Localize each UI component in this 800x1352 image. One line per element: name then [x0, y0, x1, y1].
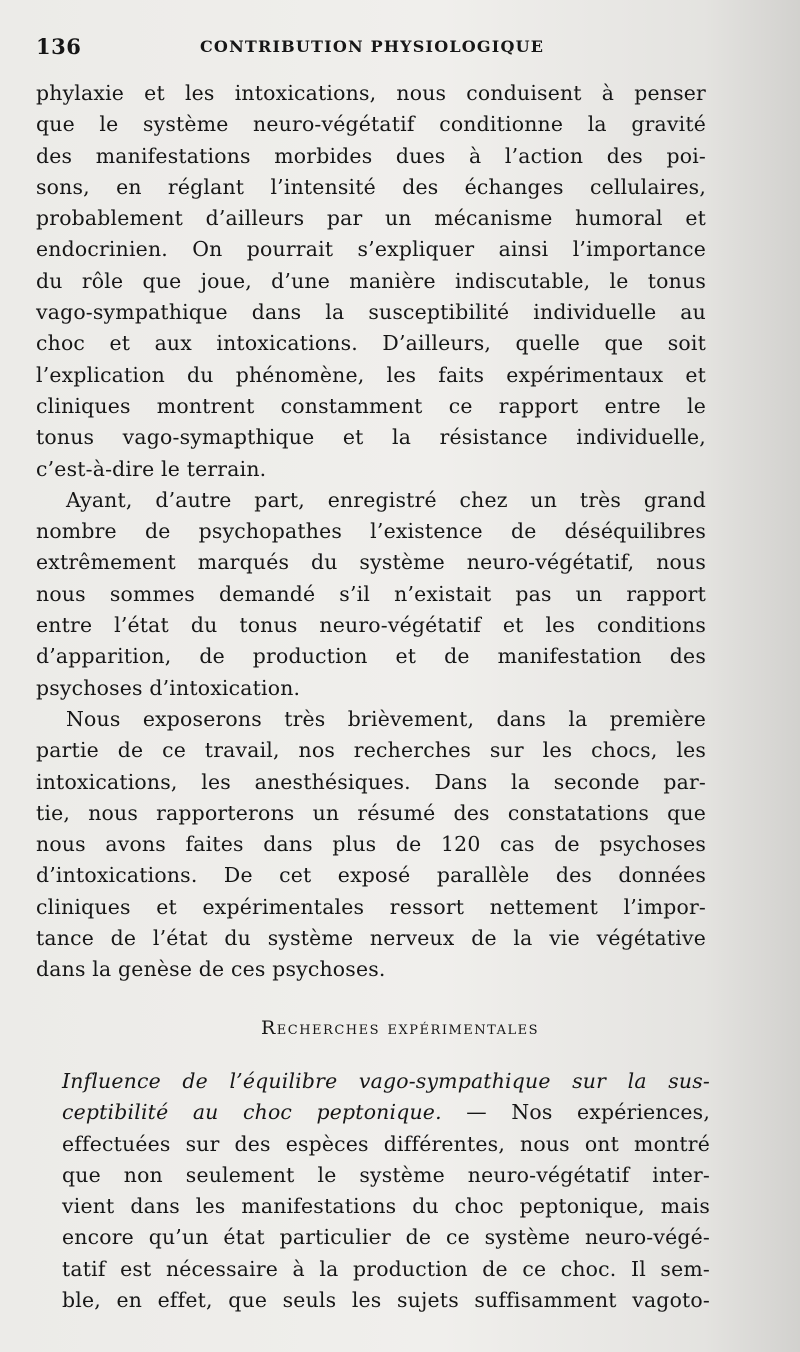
- text-line: sons, en réglant l’intensité des échanges cellulaires,: [36, 174, 706, 199]
- text-line: tatif est nécessaire à la production de ce choc. Il sem-: [62, 1256, 710, 1281]
- text-line: Nous exposerons très brièvement, dans la première: [66, 706, 706, 731]
- text-line: tie, nous rapporterons un résumé des constatations que: [36, 800, 706, 825]
- text-line: vago-sympathique dans la susceptibilité individuelle au: [36, 300, 706, 325]
- text-line: extrêmement marqués du système neuro-végétatif, nous: [36, 550, 706, 575]
- text-line: du rôle que joue, d’une manière indiscutable, le tonus: [36, 268, 706, 293]
- text-line: d’apparition, de production et de manifestation des: [36, 644, 706, 669]
- text-line: que non seulement le système neuro-végétatif inter-: [62, 1162, 710, 1187]
- text-line: partie de ce travail, nos recherches sur les chocs, les: [36, 738, 706, 763]
- text-line: tance de l’état du système nerveux de la vie végétative: [36, 926, 706, 951]
- text-line: [62, 1097, 710, 1128]
- text-line: vient dans les manifestations du choc peptonique, mais: [62, 1194, 710, 1219]
- running-head: [36, 34, 776, 64]
- text-line: des manifestations morbides dues à l’action des poi-: [36, 143, 706, 168]
- text-line: entre l’état du tonus neuro-végétatif et les conditions: [36, 613, 706, 638]
- running-title: CONTRIBUTION PHYSIOLOGIQUE: [200, 37, 545, 56]
- body-text: [36, 78, 706, 986]
- body-text-section: [62, 1066, 710, 1316]
- text-line: encore qu’un état particulier de ce système neuro-végé-: [62, 1225, 710, 1250]
- text-line: psychoses d’intoxication.: [36, 675, 301, 700]
- text-line: nous avons faites dans plus de 120 cas de psychoses: [36, 832, 706, 857]
- text-line: probablement d’ailleurs par un mécanisme humoral et: [36, 206, 706, 231]
- text-line: intoxications, les anesthésiques. Dans la seconde par-: [36, 769, 706, 794]
- italic-lead-end: ceptibilité au choc peptonique.: [62, 1100, 442, 1125]
- text-line: nombre de psychopathes l’existence de déséquilibres: [36, 519, 706, 544]
- text-line: dans la genèse de ces psychoses.: [36, 957, 386, 982]
- italic-lead-line: Influence de l’équilibre vago-sympathique sur la sus-: [62, 1069, 710, 1093]
- text-line: effectuées sur des espèces différentes, nous ont montré: [62, 1131, 710, 1156]
- text-line: c’est-à-dire le terrain.: [36, 456, 267, 481]
- text-line: ble, en effet, que seuls les sujets suffisamment vagoto-: [62, 1288, 710, 1313]
- section-heading-text: Recherches expérimentales: [260, 1017, 540, 1039]
- text-line: choc et aux intoxications. D’ailleurs, quelle que soit: [36, 331, 706, 356]
- text-line: nous sommes demandé s’il n’existait pas un rapport: [36, 581, 706, 606]
- text-line: l’explication du phénomène, les faits expérimentaux et: [36, 362, 706, 387]
- text-line: Ayant, d’autre part, enregistré chez un très grand: [66, 487, 706, 512]
- page-number: 136: [36, 34, 82, 59]
- text-line: que le système neuro-végétatif conditionne la gravité: [36, 112, 706, 137]
- section-heading: [0, 1017, 800, 1039]
- text-line: d’intoxications. De cet exposé parallèle des données: [36, 863, 706, 888]
- text-line: endocrinien. On pourrait s’expliquer ainsi l’importance: [36, 237, 706, 262]
- text-line: cliniques montrent constamment ce rapport entre le: [36, 393, 706, 418]
- lead-continuation: — Nos expériences,: [466, 1100, 710, 1125]
- text-line: phylaxie et les intoxications, nous conduisent à penser: [36, 81, 706, 105]
- text-line: tonus vago-symapthique et la résistance individuelle,: [36, 425, 706, 450]
- text-line: cliniques et expérimentales ressort nettement l’impor-: [36, 894, 706, 919]
